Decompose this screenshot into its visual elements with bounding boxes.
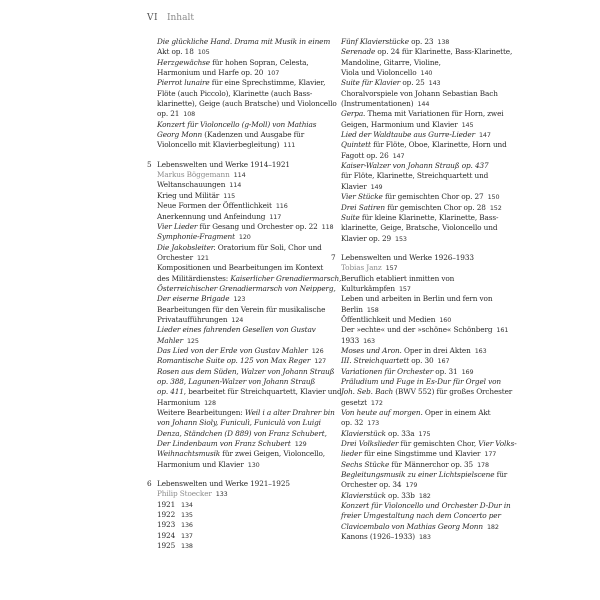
toc-entry bbox=[331, 449, 536, 459]
toc-entry bbox=[147, 243, 352, 253]
page-ref: 147 bbox=[392, 151, 405, 160]
toc-entry bbox=[147, 408, 352, 418]
toc-entry bbox=[147, 377, 352, 387]
entry-text: Berlin bbox=[341, 304, 363, 314]
entry-text-rest: für Flöte, Oboe, Klarinette, Horn und bbox=[370, 140, 507, 150]
entry-text: op. 388, Lagunen-Walzer von Johann Strauß bbox=[157, 377, 316, 386]
entry-text-rest: für gemischten Chor, bbox=[398, 439, 479, 449]
toc-entry bbox=[147, 510, 352, 520]
toc-entry bbox=[147, 109, 352, 119]
entry-text-rest: op. 24 für Klarinette, Bass-Klarinette, bbox=[375, 47, 513, 57]
toc-entry bbox=[147, 37, 352, 47]
toc-entry bbox=[147, 387, 352, 397]
toc-entry bbox=[331, 171, 536, 181]
chapter-author bbox=[331, 263, 536, 273]
page-ref: 105 bbox=[197, 48, 210, 57]
page-ref: 135 bbox=[181, 511, 193, 520]
toc-entry bbox=[147, 78, 352, 88]
entry-text: Der »echte« und der »schöne« Schönberg bbox=[341, 325, 493, 335]
page-ref: 129 bbox=[294, 440, 307, 449]
toc-entry bbox=[147, 47, 352, 57]
entry-text-rest: für eine Singstimme und Klavier bbox=[361, 449, 481, 459]
page-ref: 143 bbox=[428, 79, 441, 88]
entry-text-rest: op. 23 bbox=[408, 37, 434, 46]
toc-entry bbox=[331, 439, 536, 449]
toc-entry bbox=[147, 315, 352, 325]
entry-text: Konzert für Violoncello und Orchester D-Dur in bbox=[341, 501, 511, 511]
entry-text: Fagott op. 26 bbox=[341, 150, 389, 160]
toc-entry bbox=[147, 346, 352, 356]
entry-text: Konzert für Violoncello (g-Moll) von Mathias bbox=[157, 119, 317, 129]
toc-entry bbox=[331, 37, 536, 47]
toc-entry bbox=[147, 180, 352, 190]
page-ref: 114 bbox=[229, 181, 242, 190]
entry-text-rest: für Gesang und Orchester op. 22 bbox=[197, 221, 318, 231]
page-ref: 133 bbox=[215, 490, 228, 499]
entry-text: von Johann Sioly, Funiculì, Funiculà von Luigi bbox=[157, 418, 321, 428]
page-ref: 144 bbox=[417, 100, 430, 109]
toc-entry bbox=[331, 325, 536, 335]
page-ref: 182 bbox=[486, 522, 499, 531]
toc-entry bbox=[331, 274, 536, 284]
page-ref: 108 bbox=[183, 110, 196, 119]
entry-text: klarinette), Geige (auch Bratsche) und Violoncello bbox=[157, 99, 337, 109]
toc-entry bbox=[147, 500, 352, 510]
toc-entry bbox=[147, 284, 352, 294]
page-ref: 107 bbox=[267, 69, 280, 78]
entry-text: Philip Stoecker bbox=[157, 489, 212, 499]
toc-entry bbox=[331, 234, 536, 244]
entry-text: Klavier op. 29 bbox=[341, 233, 392, 243]
toc-entry bbox=[147, 274, 352, 284]
toc-entry bbox=[147, 191, 352, 201]
entry-text: Moses und Aron. bbox=[341, 345, 402, 355]
year-label: 1924 bbox=[157, 530, 176, 540]
entry-text: Der eiserne Brigade bbox=[157, 294, 230, 304]
page-ref: 137 bbox=[181, 531, 193, 540]
toc-entry bbox=[147, 89, 352, 99]
page-ref: 153 bbox=[395, 234, 407, 243]
page-ref: 163 bbox=[474, 346, 487, 355]
toc-entry bbox=[331, 491, 536, 501]
page-ref: 116 bbox=[275, 202, 288, 211]
year-label: 1923 bbox=[157, 520, 176, 530]
entry-text: Serenade bbox=[341, 47, 376, 57]
entry-text: Clavicembalo von Mathias Georg Monn bbox=[341, 521, 483, 531]
toc-entry bbox=[331, 429, 536, 439]
page-ref: 140 bbox=[420, 69, 433, 78]
entry-text: Herzgewächse bbox=[157, 57, 211, 67]
toc-entry bbox=[147, 201, 352, 211]
page-ref: 111 bbox=[283, 141, 296, 150]
toc-entry bbox=[331, 511, 536, 521]
entry-text-rest: für gemischten Chor op. 28 bbox=[385, 202, 486, 212]
entry-text: Joh. Seb. Bach bbox=[341, 387, 394, 397]
entry-text: Rosen aus dem Süden, Walzer von Johann Strauß bbox=[157, 366, 335, 376]
entry-text: Harmonium bbox=[157, 397, 201, 407]
page-ref: 169 bbox=[461, 367, 474, 376]
toc-entry bbox=[331, 470, 536, 480]
toc-entry bbox=[331, 161, 536, 171]
toc-entry bbox=[147, 68, 352, 78]
entry-text: Kompositionen und Bearbeitungen im Kontext bbox=[157, 263, 324, 273]
entry-text: Öffentlichkeit und Medien bbox=[341, 314, 436, 324]
chapter-author bbox=[147, 489, 352, 499]
toc-entry bbox=[331, 109, 536, 119]
entry-text: Von heute auf morgen. bbox=[341, 408, 423, 418]
entry-text: lieder bbox=[341, 449, 362, 459]
page-ref: 118 bbox=[321, 222, 334, 231]
entry-text: 1933 bbox=[341, 335, 360, 345]
toc-entry bbox=[331, 398, 536, 408]
entry-text: Variationen für Orchester bbox=[341, 366, 434, 376]
toc-entry bbox=[331, 58, 536, 68]
entry-text: Fünf Klavierstücke bbox=[341, 37, 409, 46]
entry-text-rest: Oper in einem Akt bbox=[422, 408, 491, 418]
toc-entry bbox=[331, 367, 536, 377]
page-ref: 136 bbox=[181, 521, 193, 530]
entry-text: freier Umgestaltung nach dem Concerto per bbox=[341, 511, 501, 521]
entry-text: Präludium und Fuge in Es-Dur für Orgel von bbox=[341, 377, 501, 386]
toc-entry bbox=[331, 68, 536, 78]
entry-text: Kulturkämpfen bbox=[341, 283, 395, 293]
entry-text: Tobias Janz bbox=[341, 263, 382, 273]
toc-entry bbox=[147, 367, 352, 377]
page-ref: 178 bbox=[477, 460, 489, 469]
toc-entry bbox=[331, 460, 536, 470]
toc-right-column bbox=[331, 37, 536, 543]
entry-text: Das Lied von der Erde von Gustav Mahler bbox=[157, 345, 308, 355]
entry-text: Vier Stücke bbox=[341, 192, 383, 202]
entry-text: Krieg und Militär bbox=[157, 190, 220, 200]
entry-text: Lieder eines fahrenden Gesellen von Gustav bbox=[157, 325, 316, 335]
toc-entry bbox=[147, 325, 352, 335]
entry-text: Weltanschauungen bbox=[157, 180, 226, 190]
page-ref: 117 bbox=[269, 212, 282, 221]
section-gap bbox=[147, 470, 352, 479]
entry-text: Flöte (auch Piccolo), Klarinette (auch Bass- bbox=[157, 88, 313, 98]
page-ref: 175 bbox=[418, 429, 431, 438]
page-ref: 149 bbox=[370, 182, 383, 191]
page-ref: 145 bbox=[461, 120, 474, 129]
toc-entry bbox=[147, 212, 352, 222]
entry-text: Die glückliche Hand. Drama mit Musik in einem bbox=[157, 37, 331, 46]
entry-text-rest: für eine Sprechstimme, Klavier, bbox=[209, 78, 326, 88]
toc-entry bbox=[331, 130, 536, 140]
page-ref: 124 bbox=[231, 315, 244, 324]
toc-entry bbox=[331, 47, 536, 57]
toc-entry bbox=[331, 151, 536, 161]
toc-entry bbox=[331, 192, 536, 202]
entry-text: Weitere Bearbeitungen: bbox=[157, 408, 245, 418]
page-ref: 179 bbox=[405, 481, 418, 490]
entry-text-rest: (Kadenzen und Ausgabe für bbox=[202, 130, 305, 140]
page-ref: 120 bbox=[238, 233, 251, 242]
entry-text: Lied der Waldtaube aus Gurre-Lieder bbox=[341, 130, 475, 140]
entry-text: Begleitungsmusik zu einer Lichtspielscene bbox=[341, 470, 495, 480]
toc-entry bbox=[147, 140, 352, 150]
page-ref: 172 bbox=[370, 398, 383, 407]
page-ref: 152 bbox=[489, 203, 502, 212]
entry-text: Österreichischer Grenadiermarsch von Neipperg, bbox=[157, 283, 336, 293]
year-label: 1925 bbox=[157, 541, 176, 551]
toc-entry bbox=[147, 263, 352, 273]
page-ref: 115 bbox=[223, 191, 236, 200]
entry-text: Suite bbox=[341, 212, 360, 222]
toc-entry bbox=[331, 356, 536, 366]
entry-text: Quintett bbox=[341, 140, 371, 150]
page-ref: 173 bbox=[367, 419, 380, 428]
entry-text-rest: (BWV 552) für großes Orchester bbox=[393, 387, 513, 397]
toc-entry bbox=[331, 377, 536, 387]
page-ref: 163 bbox=[363, 336, 375, 345]
entry-text-rest: für hohen Sopran, Celesta, bbox=[210, 57, 309, 67]
toc-entry bbox=[147, 294, 352, 304]
page-ref: 138 bbox=[437, 38, 450, 46]
chapter-heading bbox=[331, 253, 536, 263]
entry-text: Der Lindenbaum von Franz Schubert bbox=[157, 439, 291, 449]
entry-text: Lebenswelten und Werke 1926–1933 bbox=[341, 252, 474, 262]
toc-entry bbox=[331, 387, 536, 397]
toc-entry bbox=[147, 449, 352, 459]
page-ref: 177 bbox=[484, 450, 497, 459]
entry-text: Weihnachtsmusik bbox=[157, 449, 221, 459]
toc-entry bbox=[331, 203, 536, 213]
toc-entry bbox=[147, 58, 352, 68]
page-ref: 157 bbox=[385, 264, 398, 273]
toc-entry bbox=[331, 78, 536, 88]
running-title: Inhalt bbox=[166, 13, 194, 23]
toc-entry bbox=[331, 501, 536, 511]
entry-text: Markus Böggemann bbox=[157, 170, 230, 180]
entry-text-rest: für Männerchor op. 35 bbox=[389, 459, 474, 469]
entry-text: Kanons (1926–1933) bbox=[341, 532, 415, 542]
entry-text: Lebenswelten und Werke 1921–1925 bbox=[157, 479, 290, 489]
entry-text-rest: für kleine Klarinette, Klarinette, Bass- bbox=[359, 212, 499, 222]
entry-text: Bearbeitungen für den Verein für musikalische bbox=[157, 304, 326, 314]
section-gap bbox=[147, 151, 352, 160]
toc-entry bbox=[331, 213, 536, 223]
toc-entry bbox=[331, 346, 536, 356]
toc-entry bbox=[331, 418, 536, 428]
toc-entry bbox=[331, 284, 536, 294]
toc-entry bbox=[147, 99, 352, 109]
entry-text: III. Streichquartett bbox=[341, 356, 410, 366]
entry-text-rest: Oratorium für Soli, Chor und bbox=[215, 242, 322, 252]
entry-text: gesetzt bbox=[341, 397, 367, 407]
entry-text: op. 32 bbox=[341, 418, 364, 428]
year-label: 1922 bbox=[157, 510, 176, 520]
entry-text-rest: für bbox=[494, 470, 508, 480]
entry-text-italic: Vier Volks- bbox=[478, 439, 517, 449]
entry-text: Klavierstück bbox=[341, 490, 386, 500]
entry-text-rest: für zwei Geigen, Violoncello, bbox=[220, 449, 325, 459]
entry-text: Drei Satiren bbox=[341, 202, 385, 212]
page-ref: 138 bbox=[181, 542, 193, 551]
entry-text-rest: op. 33b bbox=[385, 490, 415, 500]
entry-text: Kaiser-Walzer von Johann Strauß op. 437 bbox=[341, 161, 489, 171]
entry-text: Orchester op. 34 bbox=[341, 480, 402, 490]
entry-text-italic: Weil i a alter Drahrer bin bbox=[244, 408, 335, 418]
entry-text: (Instrumentationen) bbox=[341, 99, 414, 109]
toc-entry bbox=[147, 429, 352, 439]
page-number: VI bbox=[147, 13, 159, 23]
entry-text: Georg Monn bbox=[157, 130, 203, 140]
entry-text-italic: Kaiserlicher Grenadiermarsch, bbox=[230, 273, 342, 283]
toc-entry bbox=[147, 253, 352, 263]
chapter-number: 6 bbox=[147, 479, 152, 489]
entry-text: Privataufführungen bbox=[157, 314, 228, 324]
toc-entry bbox=[331, 336, 536, 346]
entry-text: Mahler bbox=[157, 335, 183, 345]
entry-text: Klavierstück bbox=[341, 428, 386, 438]
entry-text: Choralvorspiele von Johann Sebastian Bach bbox=[341, 88, 498, 98]
entry-text-rest: , bearbeitet für Streichquartett, Klavier und bbox=[183, 387, 342, 397]
entry-text-rest: Oper in drei Akten bbox=[401, 345, 471, 355]
page-ref: 127 bbox=[314, 357, 327, 366]
entry-text-rest: für gemischten Chor op. 27 bbox=[382, 192, 484, 202]
page-ref: 150 bbox=[487, 193, 500, 202]
chapter-heading bbox=[147, 160, 352, 170]
entry-text: Harmonium und Harfe op. 20 bbox=[157, 68, 264, 78]
toc-entry bbox=[331, 99, 536, 109]
page-ref: 147 bbox=[478, 131, 491, 140]
page-ref: 125 bbox=[186, 336, 199, 345]
toc-entry bbox=[331, 315, 536, 325]
entry-text: Orchester bbox=[157, 252, 193, 262]
toc-entry bbox=[147, 398, 352, 408]
year-label: 1921 bbox=[157, 499, 176, 509]
page-ref: 157 bbox=[398, 284, 411, 293]
toc-entry bbox=[331, 532, 536, 542]
chapter-number: 5 bbox=[147, 159, 152, 169]
page-ref: 134 bbox=[181, 500, 193, 509]
toc-entry bbox=[331, 305, 536, 315]
entry-text: des Militärdienstes: bbox=[157, 273, 231, 283]
toc-entry bbox=[147, 439, 352, 449]
entry-text: Neue Formen der Öffentlichkeit bbox=[157, 201, 272, 211]
entry-text-rest: op. 25 bbox=[400, 78, 425, 88]
page-ref: 167 bbox=[437, 357, 450, 366]
page-ref: 121 bbox=[196, 253, 209, 262]
entry-text: klarinette, Geige, Bratsche, Violoncello und bbox=[341, 223, 498, 233]
entry-text: Sechs Stücke bbox=[341, 459, 390, 469]
page-ref: 126 bbox=[311, 346, 324, 355]
page-ref: 114 bbox=[233, 171, 246, 180]
toc-entry bbox=[331, 120, 536, 130]
entry-text: Viola und Violoncello bbox=[341, 68, 417, 78]
entry-text: Harmonium und Klavier bbox=[157, 459, 244, 469]
toc-entry bbox=[147, 460, 352, 470]
toc-entry bbox=[147, 120, 352, 130]
entry-text-rest: Thema mit Variationen für Horn, zwei bbox=[365, 109, 504, 119]
toc-entry bbox=[147, 222, 352, 232]
entry-text: Geigen, Harmonium und Klavier bbox=[341, 119, 458, 129]
entry-text: Romantische Suite op. 125 von Max Reger bbox=[157, 356, 311, 366]
entry-text: Lebenswelten und Werke 1914–1921 bbox=[157, 159, 290, 169]
entry-text: Leben und arbeiten in Berlin und fern von bbox=[341, 294, 493, 304]
toc-entry bbox=[331, 522, 536, 532]
toc-entry bbox=[147, 356, 352, 366]
chapter-number: 7 bbox=[331, 252, 336, 262]
page-ref: 130 bbox=[247, 460, 260, 469]
toc-entry bbox=[331, 294, 536, 304]
page-ref: 123 bbox=[233, 295, 246, 304]
entry-text: op. 411 bbox=[157, 387, 184, 397]
entry-text: Vier Lieder bbox=[157, 221, 198, 231]
entry-text: Gerpa. bbox=[341, 109, 366, 119]
toc-entry bbox=[147, 232, 352, 242]
chapter-heading bbox=[147, 479, 352, 489]
page-ref: 161 bbox=[496, 326, 509, 335]
entry-text: Suite für Klavier bbox=[341, 78, 401, 88]
toc-entry bbox=[331, 89, 536, 99]
entry-text: op. 21 bbox=[157, 109, 180, 119]
toc-entry bbox=[147, 336, 352, 346]
page-header bbox=[147, 13, 194, 23]
page-ref: 158 bbox=[366, 305, 379, 314]
chapter-author bbox=[147, 170, 352, 180]
toc-entry bbox=[147, 130, 352, 140]
entry-text: Die Jakobsleiter. bbox=[157, 242, 216, 252]
page-ref: 128 bbox=[204, 398, 216, 407]
entry-text-rest: op. 31 bbox=[433, 366, 458, 376]
page-ref: 183 bbox=[418, 533, 431, 542]
entry-text: Beruflich etabliert inmitten von bbox=[341, 273, 455, 283]
entry-text: Denza, Ständchen (D 889) von Franz Schubert, bbox=[157, 428, 327, 438]
entry-text: für Flöte, Klarinette, Streichquartett und bbox=[341, 171, 489, 181]
entry-text: Anerkennung und Anfeindung bbox=[157, 211, 266, 221]
entry-text-rest: op. 30 bbox=[409, 356, 434, 366]
toc-entry bbox=[331, 480, 536, 490]
toc-entry bbox=[147, 531, 352, 541]
toc-entry bbox=[147, 418, 352, 428]
toc-entry bbox=[331, 223, 536, 233]
toc-entry bbox=[331, 408, 536, 418]
toc-entry bbox=[331, 182, 536, 192]
section-gap bbox=[331, 244, 536, 253]
toc-entry bbox=[331, 140, 536, 150]
toc-left-column bbox=[147, 37, 352, 552]
entry-text: Pierrot lunaire bbox=[157, 78, 210, 88]
toc-entry bbox=[147, 541, 352, 551]
entry-text-rest: op. 33a bbox=[385, 428, 415, 438]
toc-entry bbox=[147, 520, 352, 530]
entry-text: Klavier bbox=[341, 181, 367, 191]
entry-text: Akt op. 18 bbox=[157, 47, 194, 57]
entry-text: Mandoline, Gitarre, Violine, bbox=[341, 57, 441, 67]
page-ref: 160 bbox=[439, 315, 452, 324]
page-ref: 182 bbox=[418, 491, 431, 500]
toc-entry bbox=[147, 305, 352, 315]
entry-text: Symphonie-Fragment bbox=[157, 232, 235, 242]
entry-text: Violoncello mit Klavierbegleitung) bbox=[157, 140, 280, 150]
entry-text: Drei Volkslieder bbox=[341, 439, 399, 449]
